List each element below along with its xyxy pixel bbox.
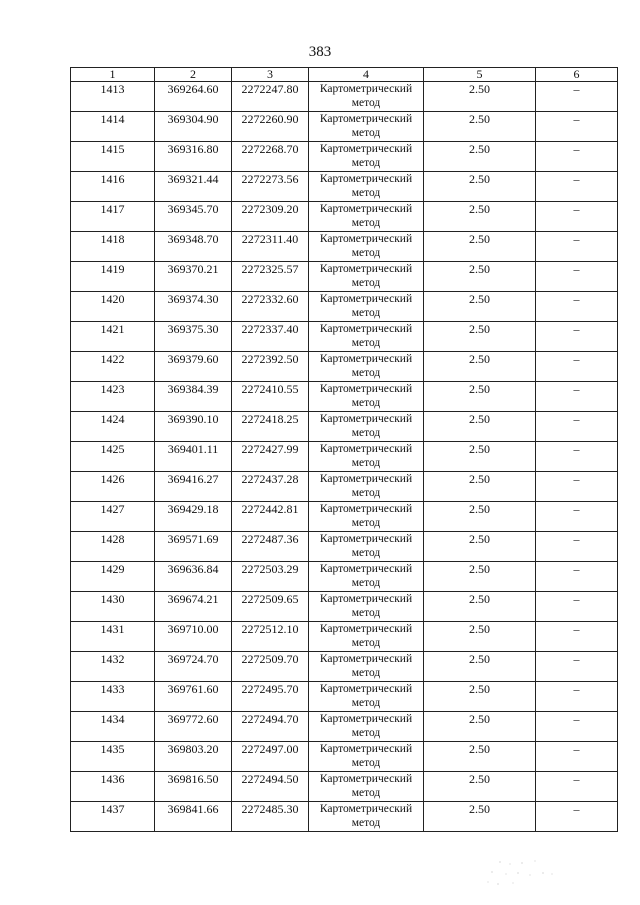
method-line-1: Картометрический (319, 83, 413, 95)
accuracy-cell: 2.50 (424, 382, 536, 412)
method-line-2: метод (351, 817, 381, 829)
y-coordinate-cell: 2272497.00 (232, 742, 309, 772)
method-line-2: метод (351, 337, 381, 349)
method-cell (309, 442, 424, 472)
y-coordinate-cell: 2272485.30 (232, 802, 309, 832)
method-line-1: Картометрический (319, 173, 413, 185)
table-row (71, 322, 618, 352)
x-coordinate-cell: 369348.70 (155, 232, 232, 262)
method-line-2: метод (351, 457, 381, 469)
method-cell (309, 682, 424, 712)
point-number-cell: 1429 (71, 562, 155, 592)
accuracy-cell: 2.50 (424, 352, 536, 382)
point-number-cell: 1427 (71, 502, 155, 532)
point-number-cell: 1434 (71, 712, 155, 742)
accuracy-cell: 2.50 (424, 442, 536, 472)
method-line-2: метод (351, 667, 381, 679)
point-number-cell: 1423 (71, 382, 155, 412)
point-number-cell: 1418 (71, 232, 155, 262)
method-cell (309, 412, 424, 442)
description-cell: – (536, 292, 618, 322)
x-coordinate-cell: 369304.90 (155, 112, 232, 142)
y-coordinate-cell: 2272332.60 (232, 292, 309, 322)
table-row (71, 262, 618, 292)
point-number-cell: 1419 (71, 262, 155, 292)
table-row (71, 562, 618, 592)
x-coordinate-cell: 369724.70 (155, 652, 232, 682)
table-row (71, 592, 618, 622)
point-number-cell: 1433 (71, 682, 155, 712)
point-number-cell: 1420 (71, 292, 155, 322)
y-coordinate-cell: 2272427.99 (232, 442, 309, 472)
method-line-2: метод (351, 127, 381, 139)
table-row (71, 172, 618, 202)
accuracy-cell: 2.50 (424, 592, 536, 622)
description-cell: – (536, 532, 618, 562)
x-coordinate-cell: 369379.60 (155, 352, 232, 382)
table-row (71, 142, 618, 172)
table-row (71, 82, 618, 112)
method-cell (309, 232, 424, 262)
point-number-cell: 1430 (71, 592, 155, 622)
method-line-1: Картометрический (319, 293, 413, 305)
method-cell (309, 172, 424, 202)
description-cell: – (536, 682, 618, 712)
accuracy-cell: 2.50 (424, 202, 536, 232)
x-coordinate-cell: 369571.69 (155, 532, 232, 562)
point-number-cell: 1436 (71, 772, 155, 802)
method-line-1: Картометрический (319, 653, 413, 665)
method-cell (309, 802, 424, 832)
method-line-2: метод (351, 187, 381, 199)
coordinates-table (70, 67, 618, 832)
x-coordinate-cell: 369772.60 (155, 712, 232, 742)
description-cell: – (536, 352, 618, 382)
method-line-2: метод (351, 97, 381, 109)
x-coordinate-cell: 369374.30 (155, 292, 232, 322)
method-line-1: Картометрический (319, 203, 413, 215)
method-line-2: метод (351, 577, 381, 589)
method-cell (309, 202, 424, 232)
method-line-1: Картометрический (319, 353, 413, 365)
accuracy-cell: 2.50 (424, 82, 536, 112)
point-number-cell: 1435 (71, 742, 155, 772)
x-coordinate-cell: 369401.11 (155, 442, 232, 472)
method-line-2: метод (351, 517, 381, 529)
method-cell (309, 352, 424, 382)
x-coordinate-cell: 369816.50 (155, 772, 232, 802)
description-cell: – (536, 262, 618, 292)
method-cell (309, 562, 424, 592)
x-coordinate-cell: 369321.44 (155, 172, 232, 202)
table-row (71, 622, 618, 652)
y-coordinate-cell: 2272260.90 (232, 112, 309, 142)
table-row (71, 802, 618, 832)
accuracy-cell: 2.50 (424, 532, 536, 562)
scan-artifact (480, 858, 570, 888)
method-line-2: метод (351, 307, 381, 319)
method-cell (309, 472, 424, 502)
method-line-2: метод (351, 607, 381, 619)
point-number-cell: 1428 (71, 532, 155, 562)
method-cell (309, 742, 424, 772)
method-line-1: Картометрический (319, 593, 413, 605)
y-coordinate-cell: 2272392.50 (232, 352, 309, 382)
column-header-2: 2 (155, 68, 232, 82)
method-cell (309, 502, 424, 532)
accuracy-cell: 2.50 (424, 472, 536, 502)
table-body (71, 82, 618, 832)
method-line-2: метод (351, 697, 381, 709)
column-header-4: 4 (309, 68, 424, 82)
description-cell: – (536, 322, 618, 352)
accuracy-cell: 2.50 (424, 652, 536, 682)
method-line-1: Картометрический (319, 263, 413, 275)
x-coordinate-cell: 369370.21 (155, 262, 232, 292)
method-cell (309, 592, 424, 622)
method-line-2: метод (351, 487, 381, 499)
x-coordinate-cell: 369345.70 (155, 202, 232, 232)
method-cell (309, 142, 424, 172)
accuracy-cell: 2.50 (424, 412, 536, 442)
y-coordinate-cell: 2272410.55 (232, 382, 309, 412)
description-cell: – (536, 202, 618, 232)
method-cell (309, 82, 424, 112)
table-row (71, 382, 618, 412)
x-coordinate-cell: 369636.84 (155, 562, 232, 592)
accuracy-cell: 2.50 (424, 112, 536, 142)
method-cell (309, 652, 424, 682)
method-cell (309, 262, 424, 292)
description-cell: – (536, 712, 618, 742)
point-number-cell: 1416 (71, 172, 155, 202)
table-row (71, 232, 618, 262)
method-cell (309, 322, 424, 352)
method-cell (309, 382, 424, 412)
description-cell: – (536, 772, 618, 802)
accuracy-cell: 2.50 (424, 292, 536, 322)
table-row (71, 712, 618, 742)
method-cell (309, 112, 424, 142)
y-coordinate-cell: 2272487.36 (232, 532, 309, 562)
description-cell: – (536, 472, 618, 502)
description-cell: – (536, 622, 618, 652)
description-cell: – (536, 652, 618, 682)
y-coordinate-cell: 2272311.40 (232, 232, 309, 262)
point-number-cell: 1422 (71, 352, 155, 382)
x-coordinate-cell: 369390.10 (155, 412, 232, 442)
y-coordinate-cell: 2272247.80 (232, 82, 309, 112)
table-row (71, 652, 618, 682)
method-line-1: Картометрический (319, 413, 413, 425)
method-line-1: Картометрический (319, 443, 413, 455)
accuracy-cell: 2.50 (424, 502, 536, 532)
method-line-2: метод (351, 367, 381, 379)
method-line-1: Картометрический (319, 323, 413, 335)
y-coordinate-cell: 2272509.70 (232, 652, 309, 682)
method-line-2: метод (351, 727, 381, 739)
description-cell: – (536, 382, 618, 412)
x-coordinate-cell: 369674.21 (155, 592, 232, 622)
point-number-cell: 1413 (71, 82, 155, 112)
point-number-cell: 1431 (71, 622, 155, 652)
description-cell: – (536, 142, 618, 172)
y-coordinate-cell: 2272494.50 (232, 772, 309, 802)
description-cell: – (536, 442, 618, 472)
x-coordinate-cell: 369710.00 (155, 622, 232, 652)
accuracy-cell: 2.50 (424, 712, 536, 742)
method-line-1: Картометрический (319, 233, 413, 245)
description-cell: – (536, 82, 618, 112)
method-line-2: метод (351, 637, 381, 649)
table-row (71, 472, 618, 502)
method-line-2: метод (351, 547, 381, 559)
point-number-cell: 1417 (71, 202, 155, 232)
column-header-6: 6 (536, 68, 618, 82)
description-cell: – (536, 112, 618, 142)
table-row (71, 442, 618, 472)
method-line-1: Картометрический (319, 113, 413, 125)
y-coordinate-cell: 2272509.65 (232, 592, 309, 622)
method-line-1: Картометрический (319, 683, 413, 695)
method-line-1: Картометрический (319, 143, 413, 155)
x-coordinate-cell: 369375.30 (155, 322, 232, 352)
x-coordinate-cell: 369384.39 (155, 382, 232, 412)
accuracy-cell: 2.50 (424, 172, 536, 202)
description-cell: – (536, 502, 618, 532)
method-line-2: метод (351, 157, 381, 169)
y-coordinate-cell: 2272494.70 (232, 712, 309, 742)
y-coordinate-cell: 2272273.56 (232, 172, 309, 202)
method-cell (309, 712, 424, 742)
x-coordinate-cell: 369316.80 (155, 142, 232, 172)
method-line-1: Картометрический (319, 773, 413, 785)
method-cell (309, 772, 424, 802)
description-cell: – (536, 742, 618, 772)
x-coordinate-cell: 369761.60 (155, 682, 232, 712)
y-coordinate-cell: 2272268.70 (232, 142, 309, 172)
table-row (71, 112, 618, 142)
description-cell: – (536, 562, 618, 592)
table-row (71, 502, 618, 532)
point-number-cell: 1415 (71, 142, 155, 172)
table-row (71, 682, 618, 712)
x-coordinate-cell: 369264.60 (155, 82, 232, 112)
accuracy-cell: 2.50 (424, 772, 536, 802)
table-header-row (71, 68, 618, 82)
method-cell (309, 622, 424, 652)
method-line-1: Картометрический (319, 563, 413, 575)
method-line-2: метод (351, 397, 381, 409)
description-cell: – (536, 412, 618, 442)
table-row (71, 352, 618, 382)
accuracy-cell: 2.50 (424, 562, 536, 592)
method-line-1: Картометрический (319, 533, 413, 545)
page-number: 383 (308, 44, 332, 60)
method-line-2: метод (351, 427, 381, 439)
method-line-2: метод (351, 247, 381, 259)
accuracy-cell: 2.50 (424, 742, 536, 772)
point-number-cell: 1424 (71, 412, 155, 442)
y-coordinate-cell: 2272325.57 (232, 262, 309, 292)
table-row (71, 532, 618, 562)
description-cell: – (536, 802, 618, 832)
column-header-5: 5 (424, 68, 536, 82)
point-number-cell: 1421 (71, 322, 155, 352)
method-line-1: Картометрический (319, 623, 413, 635)
y-coordinate-cell: 2272418.25 (232, 412, 309, 442)
y-coordinate-cell: 2272337.40 (232, 322, 309, 352)
method-line-1: Картометрический (319, 743, 413, 755)
method-line-1: Картометрический (319, 473, 413, 485)
accuracy-cell: 2.50 (424, 262, 536, 292)
accuracy-cell: 2.50 (424, 682, 536, 712)
method-line-2: метод (351, 217, 381, 229)
method-line-2: метод (351, 277, 381, 289)
accuracy-cell: 2.50 (424, 322, 536, 352)
description-cell: – (536, 172, 618, 202)
method-cell (309, 532, 424, 562)
x-coordinate-cell: 369841.66 (155, 802, 232, 832)
y-coordinate-cell: 2272442.81 (232, 502, 309, 532)
column-header-1: 1 (71, 68, 155, 82)
accuracy-cell: 2.50 (424, 622, 536, 652)
table-row (71, 412, 618, 442)
table-row (71, 772, 618, 802)
method-line-2: метод (351, 787, 381, 799)
y-coordinate-cell: 2272512.10 (232, 622, 309, 652)
y-coordinate-cell: 2272309.20 (232, 202, 309, 232)
accuracy-cell: 2.50 (424, 802, 536, 832)
description-cell: – (536, 592, 618, 622)
description-cell: – (536, 232, 618, 262)
method-line-2: метод (351, 757, 381, 769)
x-coordinate-cell: 369416.27 (155, 472, 232, 502)
table-row (71, 202, 618, 232)
table-row (71, 292, 618, 322)
point-number-cell: 1414 (71, 112, 155, 142)
point-number-cell: 1426 (71, 472, 155, 502)
method-line-1: Картометрический (319, 713, 413, 725)
x-coordinate-cell: 369803.20 (155, 742, 232, 772)
y-coordinate-cell: 2272495.70 (232, 682, 309, 712)
table-row (71, 742, 618, 772)
column-header-3: 3 (232, 68, 309, 82)
accuracy-cell: 2.50 (424, 232, 536, 262)
point-number-cell: 1437 (71, 802, 155, 832)
y-coordinate-cell: 2272503.29 (232, 562, 309, 592)
method-line-1: Картометрический (319, 803, 413, 815)
y-coordinate-cell: 2272437.28 (232, 472, 309, 502)
point-number-cell: 1432 (71, 652, 155, 682)
x-coordinate-cell: 369429.18 (155, 502, 232, 532)
method-cell (309, 292, 424, 322)
method-line-1: Картометрический (319, 383, 413, 395)
method-line-1: Картометрический (319, 503, 413, 515)
point-number-cell: 1425 (71, 442, 155, 472)
accuracy-cell: 2.50 (424, 142, 536, 172)
